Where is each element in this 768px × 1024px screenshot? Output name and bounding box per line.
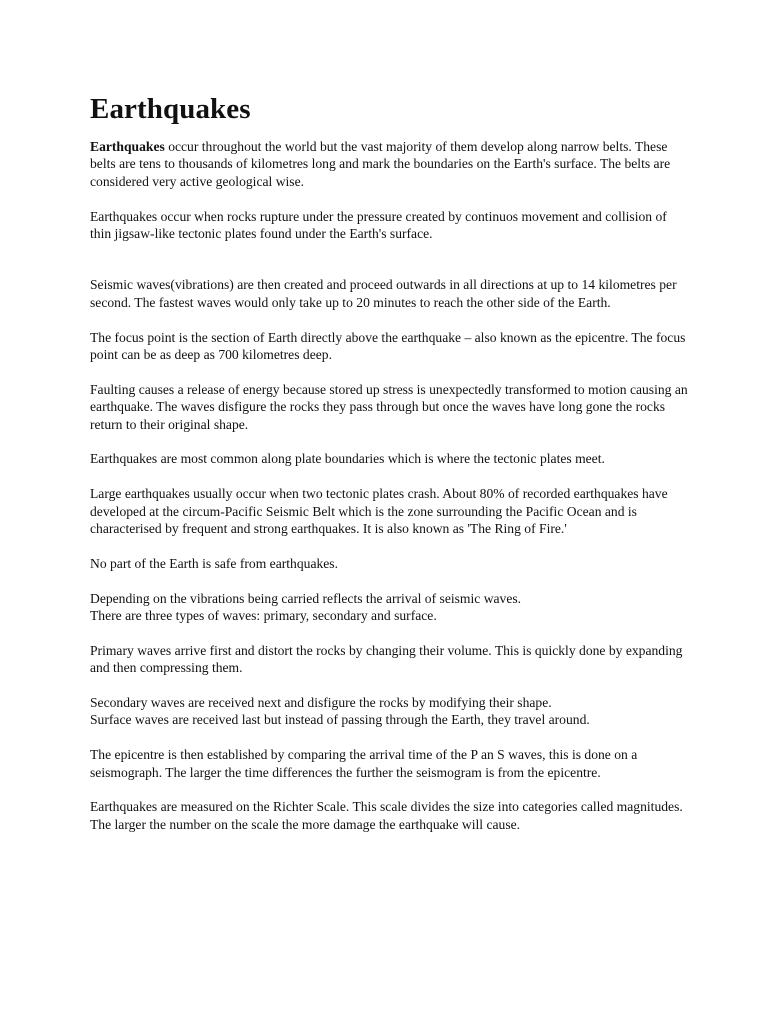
- paragraph-wave-types-line-2: There are three types of waves: primary, secondary and surface.: [90, 608, 437, 624]
- paragraph-rupture: Earthquakes occur when rocks rupture under the pressure created by continuos movement and collision of thin jigsaw-like tectonic plates found under the Earth's surface.: [90, 208, 667, 242]
- paragraph-intro: [90, 138, 690, 190]
- paragraph-epicentre: The epicentre is then established by comparing the arrival time of the P an S waves, this is done on a seismograph. The larger the time differences the further the seismogram is from the epicentre.: [90, 747, 638, 780]
- page-title: Earthquakes: [90, 93, 251, 125]
- paragraph-seismic-waves: Seismic waves(vibrations) are then created and proceed outwards in all directions at up to 14 kilometres per second. The fastest waves would only take up to 20 minutes to reach the other side of the Earth.: [90, 277, 677, 310]
- paragraph-wave-types: [90, 590, 690, 625]
- paragraph-wave-types-line-1: Depending on the vibrations being carried reflects the arrival of seismic waves.: [90, 590, 522, 606]
- paragraph-richter-scale: Earthquakes are measured on the Richter Scale. This scale divides the size into categories called magnitudes. The larger the number on the scale the more damage the earthquake will cause.: [90, 799, 683, 832]
- paragraph-plate-boundaries: Earthquakes are most common along plate boundaries which is where the tectonic plates meet.: [90, 451, 605, 467]
- document-page: [90, 92, 690, 833]
- paragraph-focus-point: The focus point is the section of Earth directly above the earthquake – also known as the epicentre. The focus point can be as deep as 700 kilometres deep.: [90, 329, 686, 363]
- paragraph-primary-waves: Primary waves arrive first and distort the rocks by changing their volume. This is quickly done by expanding and then compressing them.: [90, 642, 683, 676]
- paragraph-no-safe-place: No part of the Earth is safe from earthquakes.: [90, 555, 338, 571]
- paragraph-surface-waves: Surface waves are received last but instead of passing through the Earth, they travel around.: [90, 712, 590, 728]
- paragraph-secondary-surface-waves: [90, 694, 690, 729]
- paragraph-ring-of-fire: Large earthquakes usually occur when two tectonic plates crash. About 80% of recorded earthquakes have developed at the circum-Pacific Seismic Belt which is the zone surrounding the Pacific Ocean and is characterised by frequent and strong earthquakes. It is also known as 'The Ring of Fire.': [90, 486, 668, 537]
- paragraph-intro-text: occur throughout the world but the vast majority of them develop along narrow belts. These belts are tens to thousands of kilometres long and mark the boundaries on the Earth's surface. The belts are considered very active geological wise.: [90, 139, 671, 189]
- paragraph-secondary-waves: Secondary waves are received next and disfigure the rocks by modifying their shape.: [90, 695, 552, 711]
- paragraph-intro-lead: Earthquakes: [90, 139, 165, 154]
- paragraph-faulting: Faulting causes a release of energy because stored up stress is unexpectedly transformed to motion causing an earthquake. The waves disfigure the rocks they pass through but once the waves have long gone the rocks return to their original shape.: [90, 381, 688, 432]
